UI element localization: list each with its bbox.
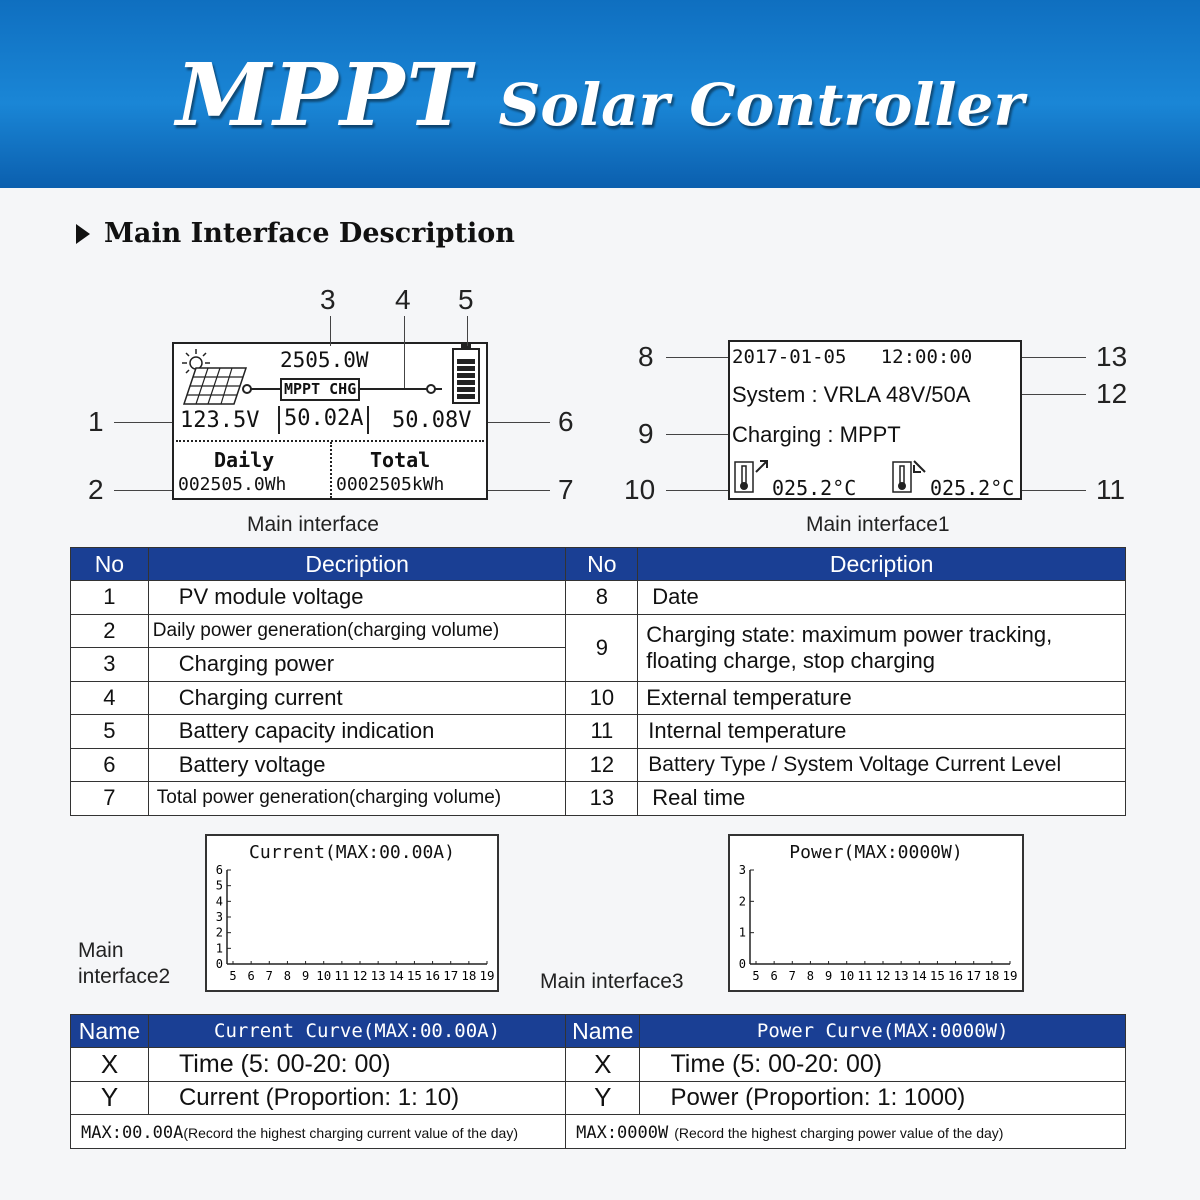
current-value: 50.02A [278, 406, 369, 434]
main-interface1-caption: Main interface1 [806, 513, 950, 536]
power-chart [728, 834, 1024, 992]
x-tick-label: 15 [929, 969, 945, 983]
row-axis-desc: Power (Proportion: 1: 1000) [640, 1081, 1126, 1115]
row-desc: Daily power generation(charging volume) [148, 614, 566, 648]
battery-bar [457, 366, 475, 371]
x-tick-label: 18 [984, 969, 1000, 983]
callout-8: 8 [638, 341, 654, 372]
row-axis: X [71, 1048, 149, 1082]
curve-header-row [71, 1015, 1126, 1048]
table-row [71, 1081, 1126, 1115]
table-row [71, 1048, 1126, 1082]
row-desc: Charging power [148, 648, 566, 682]
header-desc-right: Decription [638, 548, 1126, 581]
callout-6: 6 [558, 406, 574, 437]
dotted-divider-v [330, 442, 332, 498]
x-tick-label: 12 [352, 969, 368, 983]
leader-8 [666, 357, 728, 358]
wire-node-right [426, 384, 436, 394]
row-desc: Battery capacity indication [148, 715, 566, 749]
row-desc: Battery Type / System Voltage Current Level [638, 748, 1126, 782]
row-desc: Internal temperature [638, 715, 1126, 749]
datetime-value: 2017-01-05 12:00:00 [732, 346, 973, 368]
daily-label: Daily [214, 448, 275, 472]
x-tick-label: 14 [388, 969, 404, 983]
leader-5 [467, 316, 468, 346]
x-tick-label: 15 [406, 969, 422, 983]
power-chart-title: Power(MAX:0000W) [789, 842, 963, 863]
header-no-right: No [566, 548, 638, 581]
internal-thermometer-icon [892, 458, 928, 496]
battery-bar [457, 387, 475, 392]
header-desc-left: Decription [148, 548, 566, 581]
foot-left-main: MAX:00.00A [81, 1123, 184, 1144]
callout-12: 12 [1096, 378, 1128, 409]
row-desc: External temperature [638, 681, 1126, 715]
main-interface3-caption: Main interface3 [540, 970, 684, 993]
row-axis: Y [566, 1081, 640, 1115]
leader-10 [666, 490, 728, 491]
row-desc: Date [638, 581, 1126, 615]
description-header-row [71, 548, 1126, 581]
leader-12 [1022, 394, 1086, 395]
pv-voltage-value: 123.5V [180, 408, 260, 433]
header-no-left: No [71, 548, 149, 581]
y-tick-label: 1 [215, 941, 223, 956]
main-interface-caption: Main interface [247, 513, 379, 536]
table-row [71, 581, 1126, 615]
table-row [71, 782, 1126, 816]
callout-9: 9 [638, 418, 654, 449]
curve-table [70, 1014, 1126, 1149]
row-no: 8 [566, 581, 638, 615]
callout-13: 13 [1096, 341, 1128, 372]
current-chart-plot [207, 836, 497, 990]
row-no: 10 [566, 681, 638, 715]
leader-4 [404, 316, 405, 388]
external-temp-value: 025.2°C [772, 476, 857, 500]
row-desc-line2: floating charge, stop charging [646, 647, 935, 673]
row-axis-desc: Time (5: 00-20: 00) [148, 1048, 565, 1082]
foot-left-note: (Record the highest charging current value of the day) [183, 1125, 518, 1142]
table-foot-row [71, 1115, 1126, 1149]
row-axis: Y [71, 1081, 149, 1115]
y-tick-label: 3 [738, 863, 746, 877]
row-no: 9 [566, 614, 638, 681]
x-tick-label: 16 [948, 969, 964, 983]
foot-left [71, 1115, 566, 1149]
section-heading [76, 218, 515, 249]
row-desc: Charging current [148, 681, 566, 715]
foot-right [566, 1115, 1126, 1149]
x-tick-label: 16 [425, 969, 441, 983]
leader-2 [114, 490, 172, 491]
callout-11: 11 [1096, 474, 1126, 505]
total-label: Total [370, 448, 431, 472]
daily-value: 002505.0Wh [178, 474, 287, 495]
x-tick-label: 19 [479, 969, 495, 983]
x-tick-label: 19 [1002, 969, 1018, 983]
x-tick-label: 5 [752, 969, 760, 983]
callout-3: 3 [320, 284, 336, 315]
solar-panel-icon [182, 366, 248, 406]
y-tick-label: 6 [215, 863, 223, 877]
leader-6 [488, 422, 550, 423]
x-tick-label: 9 [824, 969, 833, 983]
x-tick-label: 8 [283, 969, 292, 983]
callout-2: 2 [88, 474, 104, 505]
row-desc: Total power generation(charging volume) [148, 782, 566, 816]
main-interface2-caption: Main interface2 [78, 939, 171, 988]
row-no: 5 [71, 715, 149, 749]
curve-header-name-right: Name [566, 1015, 640, 1048]
total-value: 0002505kWh [336, 474, 445, 495]
battery-icon [452, 348, 480, 404]
table-row [71, 715, 1126, 749]
battery-bar [457, 373, 475, 378]
x-tick-label: 17 [966, 969, 982, 983]
header-banner [0, 0, 1200, 188]
battery-bar [457, 359, 475, 364]
foot-right-main: MAX:0000W [576, 1123, 669, 1144]
current-chart [205, 834, 499, 992]
system-value: System : VRLA 48V/50A [732, 382, 971, 407]
row-no: 6 [71, 748, 149, 782]
battery-bar [457, 380, 475, 385]
x-tick-label: 11 [857, 969, 873, 983]
charging-value: Charging : MPPT [732, 422, 901, 447]
battery-terminal [461, 344, 471, 348]
battery-bars [457, 353, 475, 399]
row-no: 7 [71, 782, 149, 816]
curve-header-power: Power Curve(MAX:0000W) [640, 1015, 1126, 1048]
leader-1 [114, 422, 172, 423]
x-tick-label: 14 [911, 969, 927, 983]
leader-9 [666, 434, 728, 435]
y-tick-label: 2 [215, 925, 223, 940]
page-title [0, 45, 1200, 146]
description-table [70, 547, 1126, 816]
x-tick-label: 11 [334, 969, 350, 983]
leader-3 [330, 316, 331, 346]
leader-7 [488, 490, 550, 491]
row-axis: X [566, 1048, 640, 1082]
row-no: 12 [566, 748, 638, 782]
battery-voltage-value: 50.08V [392, 408, 472, 433]
row-desc-line1: Charging state: maximum power tracking, [646, 621, 1053, 647]
row-desc-multiline [638, 614, 1126, 681]
x-tick-label: 7 [788, 969, 796, 983]
y-tick-label: 0 [738, 957, 746, 971]
mode-badge: MPPT CHG [280, 378, 360, 401]
battery-bar [457, 394, 475, 399]
row-no: 11 [566, 715, 638, 749]
x-tick-label: 10 [839, 969, 855, 983]
row-no: 1 [71, 581, 149, 615]
table-row [71, 748, 1126, 782]
x-tick-label: 17 [443, 969, 459, 983]
current-chart-title: Current(MAX:00.00A) [249, 842, 455, 863]
curve-header-name-left: Name [71, 1015, 149, 1048]
charging-power-value: 2505.0W [280, 348, 369, 372]
title-mppt: MPPT [175, 45, 473, 146]
x-tick-label: 6 [247, 969, 255, 983]
x-tick-label: 12 [875, 969, 891, 983]
leader-11 [1022, 490, 1086, 491]
x-tick-label: 5 [229, 969, 237, 983]
y-tick-label: 4 [215, 894, 223, 909]
leader-13 [1022, 357, 1086, 358]
row-no: 4 [71, 681, 149, 715]
external-thermometer-icon [734, 458, 770, 496]
callout-1: 1 [88, 406, 104, 437]
row-desc: Battery voltage [148, 748, 566, 782]
foot-right-note: (Record the highest charging power value of the day) [674, 1125, 1004, 1142]
row-no: 13 [566, 782, 638, 816]
y-tick-label: 3 [215, 910, 223, 924]
wire-node-left [242, 384, 252, 394]
x-tick-label: 18 [461, 969, 477, 983]
row-desc: PV module voltage [148, 581, 566, 615]
x-tick-label: 10 [316, 969, 332, 983]
internal-temp-value: 025.2°C [930, 476, 1015, 500]
callout-5: 5 [458, 284, 474, 315]
table-row [71, 614, 1126, 648]
main-interface1-lcd [728, 340, 1022, 500]
main-interface-lcd [172, 342, 488, 500]
section-heading-text: Main Interface Description [104, 218, 515, 249]
callout-7: 7 [558, 474, 574, 505]
y-tick-label: 2 [738, 894, 746, 909]
curve-header-current: Current Curve(MAX:00.00A) [148, 1015, 565, 1048]
row-axis-desc: Current (Proportion: 1: 10) [148, 1081, 565, 1115]
x-tick-label: 8 [806, 969, 815, 983]
triangle-bullet-icon [76, 224, 90, 244]
row-desc: Real time [638, 782, 1126, 816]
y-tick-label: 5 [215, 878, 223, 893]
row-no: 3 [71, 648, 149, 682]
callout-10: 10 [624, 474, 656, 505]
row-axis-desc: Time (5: 00-20: 00) [640, 1048, 1126, 1082]
x-tick-label: 7 [265, 969, 273, 983]
y-tick-label: 0 [215, 957, 223, 971]
table-row [71, 681, 1126, 715]
x-tick-label: 13 [370, 969, 386, 983]
power-chart-plot [730, 836, 1022, 990]
row-no: 2 [71, 614, 149, 648]
y-tick-label: 1 [738, 925, 746, 940]
title-solar-controller: Solar Controller [498, 71, 1025, 139]
x-tick-label: 13 [893, 969, 909, 983]
x-tick-label: 6 [770, 969, 778, 983]
callout-4: 4 [395, 284, 411, 315]
x-tick-label: 9 [301, 969, 310, 983]
